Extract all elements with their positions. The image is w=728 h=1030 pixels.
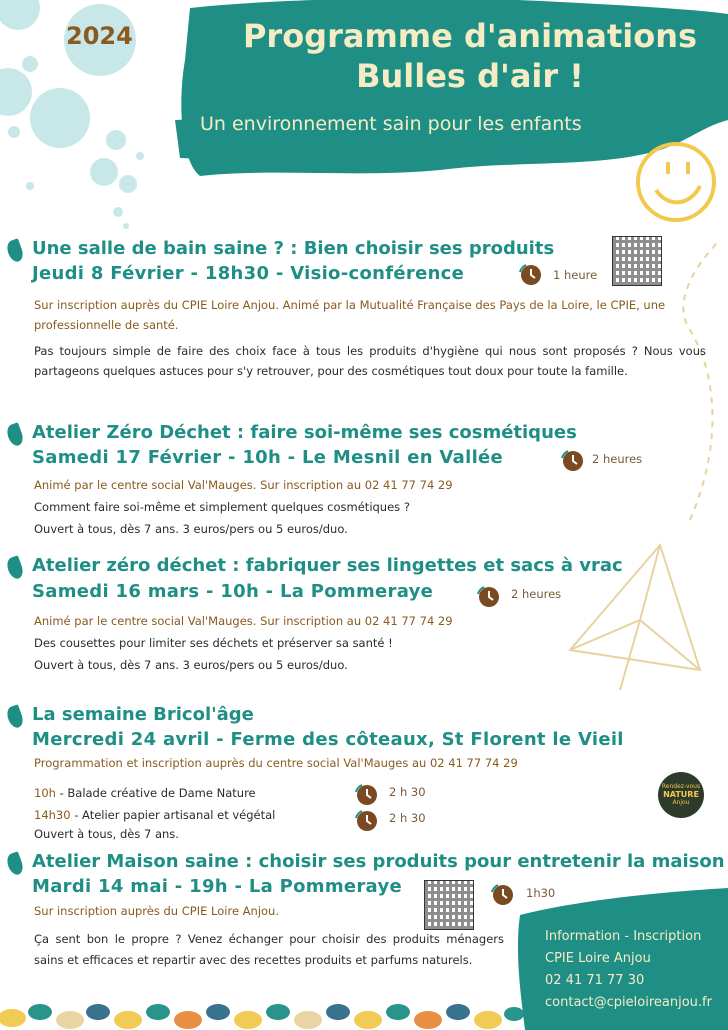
event-5-description: Ça sent bon le propre ? Venez échanger pour choisir des produits ménagers sains et efficaces et repartir avec des recettes produits et parfums naturels. xyxy=(34,932,504,967)
clock-icon xyxy=(518,262,544,288)
event-3-organizer: Animé par le centre social Val'Mauges. Sur inscription au 02 41 77 74 29 xyxy=(34,614,453,628)
slot-2-duration: 2 h 30 xyxy=(389,811,426,825)
slot-2-time: 14h30 xyxy=(34,808,71,822)
event-4-date: Mercredi 24 avril - Ferme des côteaux, St Florent le Vieil xyxy=(32,729,624,750)
smiley-icon xyxy=(638,144,714,220)
event-4-organizer: Programmation et inscription auprès du centre social Val'Mauges au 02 41 77 74 29 xyxy=(34,756,518,770)
slot-1-duration: 2 h 30 xyxy=(389,785,426,799)
leaf-pattern-footer xyxy=(0,1000,524,1030)
clock-icon xyxy=(490,882,516,908)
contact-heading: Information - Inscription xyxy=(545,929,702,944)
slot-1-time: 10h xyxy=(34,786,56,800)
event-1-date: Jeudi 8 Février - 18h30 - Visio-conférence xyxy=(32,263,465,284)
event-1-organizer: Sur inscription auprès du CPIE Loire Anjou. Animé par la Mutualité Française des Pays de la Loire, le CPIE, une professionnelle de santé. xyxy=(34,298,666,332)
page-subtitle: Un environnement sain pour les enfants xyxy=(200,113,582,135)
event-1-title: Une salle de bain saine ? : Bien choisir ses produits xyxy=(32,238,555,259)
event-5-organizer: Sur inscription auprès du CPIE Loire Anjou. xyxy=(34,904,280,918)
contact-email[interactable]: contact@cpieloireanjou.fr xyxy=(545,995,712,1010)
event-2-line-2: Ouvert à tous, dès 7 ans. 3 euros/pers ou 5 euros/duo. xyxy=(34,522,348,536)
clock-icon xyxy=(560,448,586,474)
page-title xyxy=(220,16,720,96)
event-4-line-2: Ouvert à tous, dès 7 ans. xyxy=(34,827,179,841)
badge-line-1: Rendez-vous xyxy=(661,783,701,790)
event-2-title: Atelier Zéro Déchet : faire soi-même ses cosmétiques xyxy=(32,422,577,443)
rendez-vous-nature-badge xyxy=(658,772,704,818)
qr-code[interactable] xyxy=(612,236,662,286)
contact-phone[interactable]: 02 41 71 77 30 xyxy=(545,973,645,988)
event-2-line-1: Comment faire soi-même et simplement quelques cosmétiques ? xyxy=(34,500,410,514)
badge-line-3: Anjou xyxy=(672,799,690,806)
event-3-line-1: Des cousettes pour limiter ses déchets et préserver sa santé ! xyxy=(34,636,393,650)
event-2-duration: 2 heures xyxy=(592,452,643,466)
slot-2-text: - Atelier papier artisanal et végétal xyxy=(70,808,276,822)
clock-icon xyxy=(354,782,380,808)
event-5-duration: 1h30 xyxy=(526,886,556,900)
event-2-organizer: Animé par le centre social Val'Mauges. Sur inscription au 02 41 77 74 29 xyxy=(34,478,453,492)
event-5-date: Mardi 14 mai - 19h - La Pommeraye xyxy=(32,876,402,897)
event-2-date: Samedi 17 Février - 10h - Le Mesnil en Vallée xyxy=(32,447,504,468)
event-5-title: Atelier Maison saine : choisir ses produits pour entretenir la maison xyxy=(32,851,725,872)
event-3-title: Atelier zéro déchet : fabriquer ses lingettes et sacs à vrac xyxy=(32,555,623,576)
title-line-1: Programme d'animations xyxy=(242,17,698,55)
event-4-slot-1 xyxy=(34,783,256,803)
qr-code[interactable] xyxy=(424,880,474,930)
year-label: 2024 xyxy=(66,22,133,50)
event-3-duration: 2 heures xyxy=(511,587,562,601)
contact-block xyxy=(545,926,712,1014)
event-4-slot-2 xyxy=(34,805,275,825)
clock-icon xyxy=(476,584,502,610)
slot-1-text: - Balade créative de Dame Nature xyxy=(55,786,256,800)
title-line-2: Bulles d'air ! xyxy=(356,57,584,95)
clock-icon xyxy=(354,808,380,834)
contact-org: CPIE Loire Anjou xyxy=(545,951,651,966)
event-4-title: La semaine Bricol'âge xyxy=(32,704,254,725)
event-1-description: Pas toujours simple de faire des choix face à tous les produits d'hygiène qui nous sont proposés ? Nous vous partageons quelques astuces pour s'y retrouver, pour des cosmétiques tout doux pour toute la famille. xyxy=(34,344,706,378)
event-3-date: Samedi 16 mars - 10h - La Pommeraye xyxy=(32,581,434,602)
event-3-line-2: Ouvert à tous, dès 7 ans. 3 euros/pers ou 5 euros/duo. xyxy=(34,658,348,672)
event-1-duration: 1 heure xyxy=(553,268,598,282)
badge-line-2: NATURE xyxy=(663,790,699,799)
